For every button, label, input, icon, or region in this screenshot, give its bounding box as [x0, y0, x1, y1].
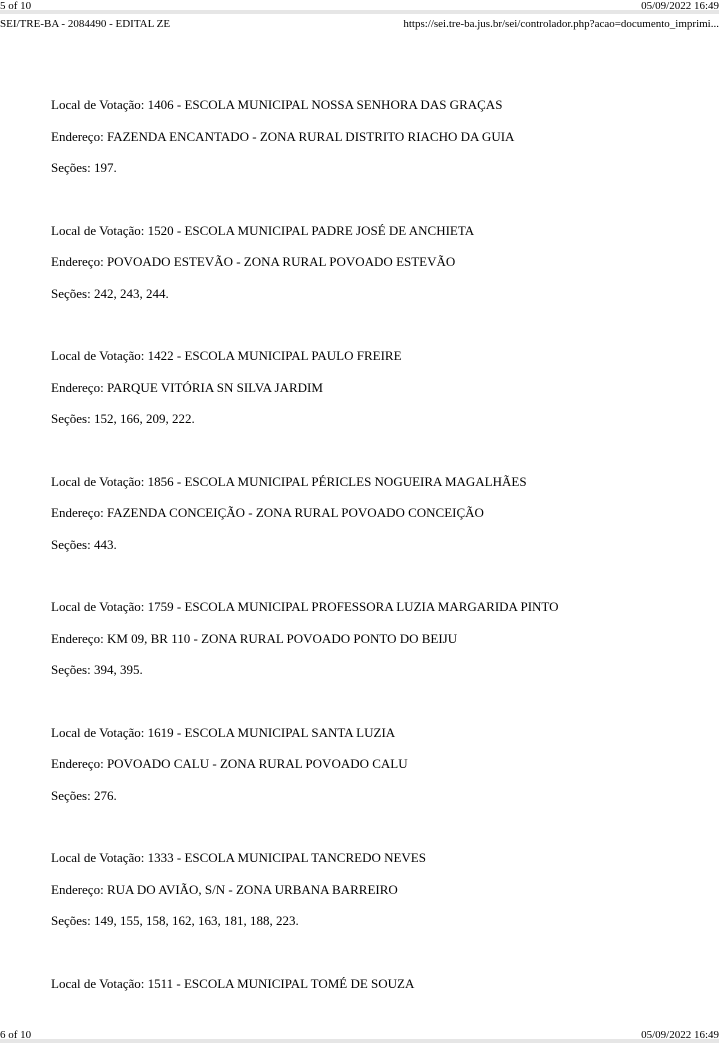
print-datetime: 05/09/2022 16:49	[641, 1029, 719, 1041]
voting-location-line: Local de Votação: 1619 - ESCOLA MUNICIPAL SANTA LUZIA	[51, 724, 396, 740]
address-line: Endereço: PARQUE VITÓRIA SN SILVA JARDIM	[51, 379, 323, 395]
sections-line: Seções: 394, 395.	[51, 662, 143, 677]
print-header	[0, 0, 719, 14]
voting-location-entry	[51, 346, 711, 441]
voting-location-line: Local de Votação: 1511 - ESCOLA MUNICIPAL TOMÉ DE SOUZA	[51, 975, 415, 991]
voting-location-line: Local de Votação: 1333 - ESCOLA MUNICIPAL TANCREDO NEVES	[51, 850, 426, 865]
print-footer	[0, 1029, 719, 1043]
sections-line: Seções: 149, 155, 158, 162, 163, 181, 188, 223.	[51, 913, 299, 928]
document-header	[0, 18, 719, 32]
voting-location-line: Local de Votação: 1759 - ESCOLA MUNICIPAL PROFESSORA LUZIA MARGARIDA PINTO	[51, 599, 559, 614]
voting-location-entry	[51, 221, 711, 316]
sections-line: Seções: 152, 166, 209, 222.	[51, 411, 195, 426]
voting-location-entry	[51, 472, 711, 567]
sections-line: Seções: 197.	[51, 160, 117, 175]
print-datetime: 05/09/2022 16:49	[641, 0, 719, 12]
voting-location-entry	[51, 597, 711, 692]
sections-line: Seções: 276.	[51, 787, 117, 803]
address-line: Endereço: POVOADO CALU - ZONA RURAL POVOADO CALU	[51, 756, 408, 771]
address-line: Endereço: RUA DO AVIÃO, S/N - ZONA URBANA BARREIRO	[51, 881, 398, 897]
voting-location-entry	[51, 974, 711, 1006]
voting-location-line: Local de Votação: 1520 - ESCOLA MUNICIPAL PADRE JOSÉ DE ANCHIETA	[51, 222, 475, 238]
address-line: Endereço: FAZENDA ENCANTADO - ZONA RURAL DISTRITO RIACHO DA GUIA	[51, 128, 515, 144]
address-line: Endereço: FAZENDA CONCEIÇÃO - ZONA RURAL POVOADO CONCEIÇÃO	[51, 505, 484, 520]
voting-location-line: Local de Votação: 1856 - ESCOLA MUNICIPAL PÉRICLES NOGUEIRA MAGALHÃES	[51, 473, 527, 489]
voting-location-entry	[51, 95, 711, 190]
voting-location-line: Local de Votação: 1422 - ESCOLA MUNICIPAL PAULO FREIRE	[51, 348, 402, 363]
sections-line: Seções: 443.	[51, 536, 117, 552]
sections-line: Seções: 242, 243, 244.	[51, 285, 169, 301]
document-url: https://sei.tre-ba.jus.br/sei/controlador.php?acao=documento_imprimi...	[403, 18, 719, 30]
document-body	[51, 95, 711, 1005]
document-title: SEI/TRE-BA - 2084490 - EDITAL ZE	[0, 18, 171, 30]
address-line: Endereço: POVOADO ESTEVÃO - ZONA RURAL POVOADO ESTEVÃO	[51, 254, 456, 269]
voting-location-line: Local de Votação: 1406 - ESCOLA MUNICIPAL NOSSA SENHORA DAS GRAÇAS	[51, 97, 503, 112]
page-indicator: 6 of 10	[0, 1029, 32, 1041]
address-line: Endereço: KM 09, BR 110 - ZONA RURAL POVOADO PONTO DO BEIJU	[51, 630, 458, 646]
page-indicator: 5 of 10	[0, 0, 32, 12]
voting-location-entry	[51, 848, 711, 943]
voting-location-entry	[51, 723, 711, 818]
